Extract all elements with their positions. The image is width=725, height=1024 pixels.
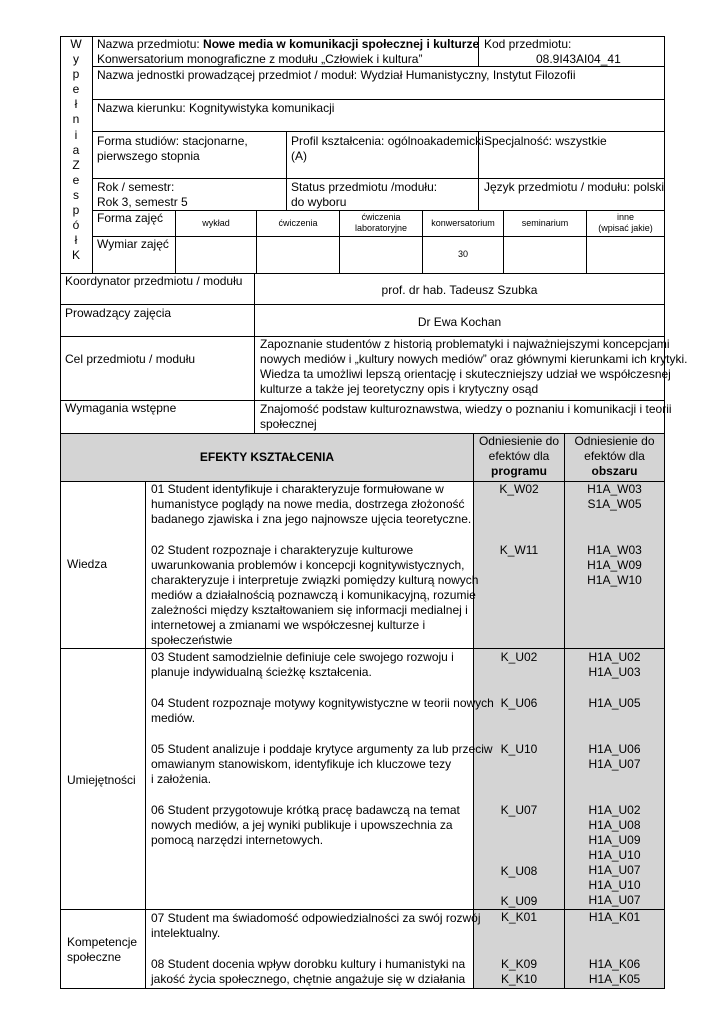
effect-desc-line: i założenia. xyxy=(151,772,212,786)
lecturer-label: Prowadzący zajęcia xyxy=(65,306,172,320)
area-code: H1A_U06 xyxy=(588,742,641,756)
class-hours-value: 30 xyxy=(457,249,468,259)
effect-desc-line: społeczeństwie xyxy=(151,633,233,647)
effect-desc-line: 08 Student docenia wpływ dorobku kultury i humanistyki na xyxy=(151,957,466,971)
subject-name: Nazwa przedmiotu: Nowe media w komunikacji społecznej i kulturze xyxy=(97,37,480,51)
class-type-other: inne (wpisać jakie) xyxy=(598,212,653,233)
effect-desc-line: mediów. xyxy=(151,711,196,725)
subject-code-label: Kod przedmiotu: xyxy=(484,37,572,51)
coordinator-name: prof. dr hab. Tadeusz Szubka xyxy=(381,283,538,297)
subject-subtitle: Konwersatorium monograficzne z modułu „Człowiek i kultura” xyxy=(97,52,423,66)
area-code: S1A_W05 xyxy=(587,497,642,511)
effect-desc-line: omawianym stanowiskom, identyfikuje ich kluczowe tezy xyxy=(151,757,452,771)
effect-desc-line: pomocą narzędzi internetowych. xyxy=(151,833,324,847)
effect-desc-line: 01 Student identyfikuje i charakteryzuje formułowane w xyxy=(151,482,444,496)
year-semester: Rok / semestr: Rok 3, semestr 5 xyxy=(97,180,188,209)
program-code: K_W02 xyxy=(499,482,539,496)
effect-desc-line: 04 Student rozpoznaje motywy kognitywistyczne w teorii nowych xyxy=(151,696,494,710)
effect-desc-line: nowych mediów, a jej wyniki publikuje i upowszechnia za xyxy=(151,818,453,832)
requirements-label: Wymagania wstępne xyxy=(65,401,177,415)
requirements-text: Znajomość podstaw kulturoznawstwa, wiedzy o poznaniu i komunikacji i teorii społecznej xyxy=(260,402,672,431)
class-type-seminar: seminarium xyxy=(521,218,569,228)
area-code: H1A_U07 xyxy=(588,893,641,907)
area-code: H1A_U07 xyxy=(588,757,641,771)
lecturer-name: Dr Ewa Kochan xyxy=(417,315,502,329)
area-code: H1A_K01 xyxy=(588,910,641,924)
effect-desc-line: 06 Student przygotowuje krótką pracę badawczą na temat xyxy=(151,803,460,817)
effect-desc-line: 07 Student ma świadomość odpowiedzialności za swój rozwój xyxy=(151,911,481,925)
area-code: H1A_U10 xyxy=(588,878,641,892)
area-code: H1A_U08 xyxy=(588,818,641,832)
area-code: H1A_W03 xyxy=(587,543,642,557)
subject-code-value: 08.9I43AI04_41 xyxy=(536,52,621,66)
area-code: H1A_K05 xyxy=(588,972,641,986)
program-code: K_U10 xyxy=(500,742,538,756)
area-code: H1A_W10 xyxy=(587,573,642,587)
program-code: K_U06 xyxy=(500,696,538,710)
program-code: K_K10 xyxy=(500,972,538,986)
program-code: K_U07 xyxy=(500,803,538,817)
profile: Profil kształcenia: ogólnoakademicki (A) xyxy=(291,134,484,163)
effect-desc-line: 05 Student analizuje i poddaje krytyce argumenty za lub przeciw xyxy=(151,742,493,756)
class-form-label: Forma zajęć xyxy=(97,211,164,225)
effect-desc-line: 03 Student samodzielnie definiuje cele swojego rozwoju i xyxy=(151,650,454,664)
effect-desc-line: 02 Student rozpoznaje i charakteryzuje kulturowe xyxy=(151,543,414,557)
program-code: K_K01 xyxy=(500,910,538,924)
effect-desc-line: charakteryzuje i interpretuje związki pomiędzy kulturą nowych xyxy=(151,573,479,587)
class-type-lab: ćwiczenia laboratoryjne xyxy=(354,212,408,233)
area-code: H1A_W03 xyxy=(587,482,642,496)
class-type-conversatory: konwersatorium xyxy=(431,218,495,228)
effects-col-programu: Odniesienie do efektów dla programu xyxy=(478,434,560,478)
subject-status: Status przedmiotu /modułu: do wyboru xyxy=(291,180,438,209)
field-name: Nazwa kierunku: Kognitywistyka komunikacji xyxy=(97,101,335,115)
area-code: H1A_U09 xyxy=(588,833,641,847)
effect-desc-line: intelektualny. xyxy=(151,926,221,940)
effects-title: EFEKTY KSZTAŁCENIA xyxy=(199,450,335,464)
effect-desc-line: jakość życia społecznego, chętnie angażuje się w działania xyxy=(151,972,466,986)
class-type-exercises: ćwiczenia xyxy=(278,218,318,228)
effect-desc-line: uwarunkowania problemów i koncepcji kognitywistycznych, xyxy=(151,558,465,572)
goal-label: Cel przedmiotu / modułu xyxy=(65,352,196,366)
area-code: H1A_K06 xyxy=(588,957,641,971)
program-code: K_U02 xyxy=(500,650,538,664)
subject-language: Język przedmiotu / modułu: polski xyxy=(484,180,665,194)
effects-col-obszaru: Odniesienie do efektów dla obszaru xyxy=(574,434,655,478)
coordinator-label: Koordynator przedmiotu / modułu xyxy=(65,274,243,288)
program-code: K_W11 xyxy=(499,543,539,557)
class-hours-label: Wymiar zajęć xyxy=(97,237,169,251)
effect-desc-line: zależności między kształtowaniem się informacji medialnej i xyxy=(151,603,468,617)
side-label-vertical: W y p e ł n i a Z e s p ó ł K xyxy=(70,37,82,263)
effect-desc-line: mediów a działalnością poznawczą i komunikacyjną, rozumie xyxy=(151,588,476,602)
effect-desc-line: badanego zjawiska i zna jego najnowsze ujęcia teoretyczne. xyxy=(151,512,472,526)
program-code: K_K09 xyxy=(500,957,538,971)
category-umiejetnosci: Umiejętności xyxy=(67,773,136,787)
effect-desc-line: planuje indywidualną ścieżkę kształcenia. xyxy=(151,665,372,679)
program-code: K_U08 xyxy=(500,864,538,878)
area-code: H1A_U02 xyxy=(588,803,641,817)
effect-desc-line: humanistyce poglądy na nowe media, dostrzega złożoność xyxy=(151,497,465,511)
area-code: H1A_U05 xyxy=(588,696,641,710)
area-code: H1A_U03 xyxy=(588,665,641,679)
area-code: H1A_U10 xyxy=(588,848,641,862)
unit-name: Nazwa jednostki prowadzącej przedmiot / moduł: Wydział Humanistyczny, Instytut Filozofii xyxy=(97,68,576,82)
area-code: H1A_U02 xyxy=(588,650,641,664)
category-wiedza: Wiedza xyxy=(67,557,108,571)
specialty: Specjalność: wszystkie xyxy=(484,134,607,148)
study-form: Forma studiów: stacjonarne, pierwszego stopnia xyxy=(97,134,248,163)
area-code: H1A_U07 xyxy=(588,863,641,877)
effect-desc-line: internetowej a zmianami we współczesnej kulturze i xyxy=(151,618,426,632)
program-code: K_U09 xyxy=(500,894,538,908)
class-type-lecture: wykład xyxy=(202,218,230,228)
goal-text: Zapoznanie studentów z historią problematyki i najważniejszymi koncepcjami nowych mediów i „kultury nowych mediów” oraz głównymi kierunkami ich krytyki. Wiedza ta umożliwi lepszą orientację i skuteczniejszy udział we współczesnej kulturze a także jej teoretyczny opis i krytyczny osąd xyxy=(260,337,688,396)
category-kompetencje: Kompetencje społeczne xyxy=(67,935,138,964)
area-code: H1A_W09 xyxy=(587,558,642,572)
